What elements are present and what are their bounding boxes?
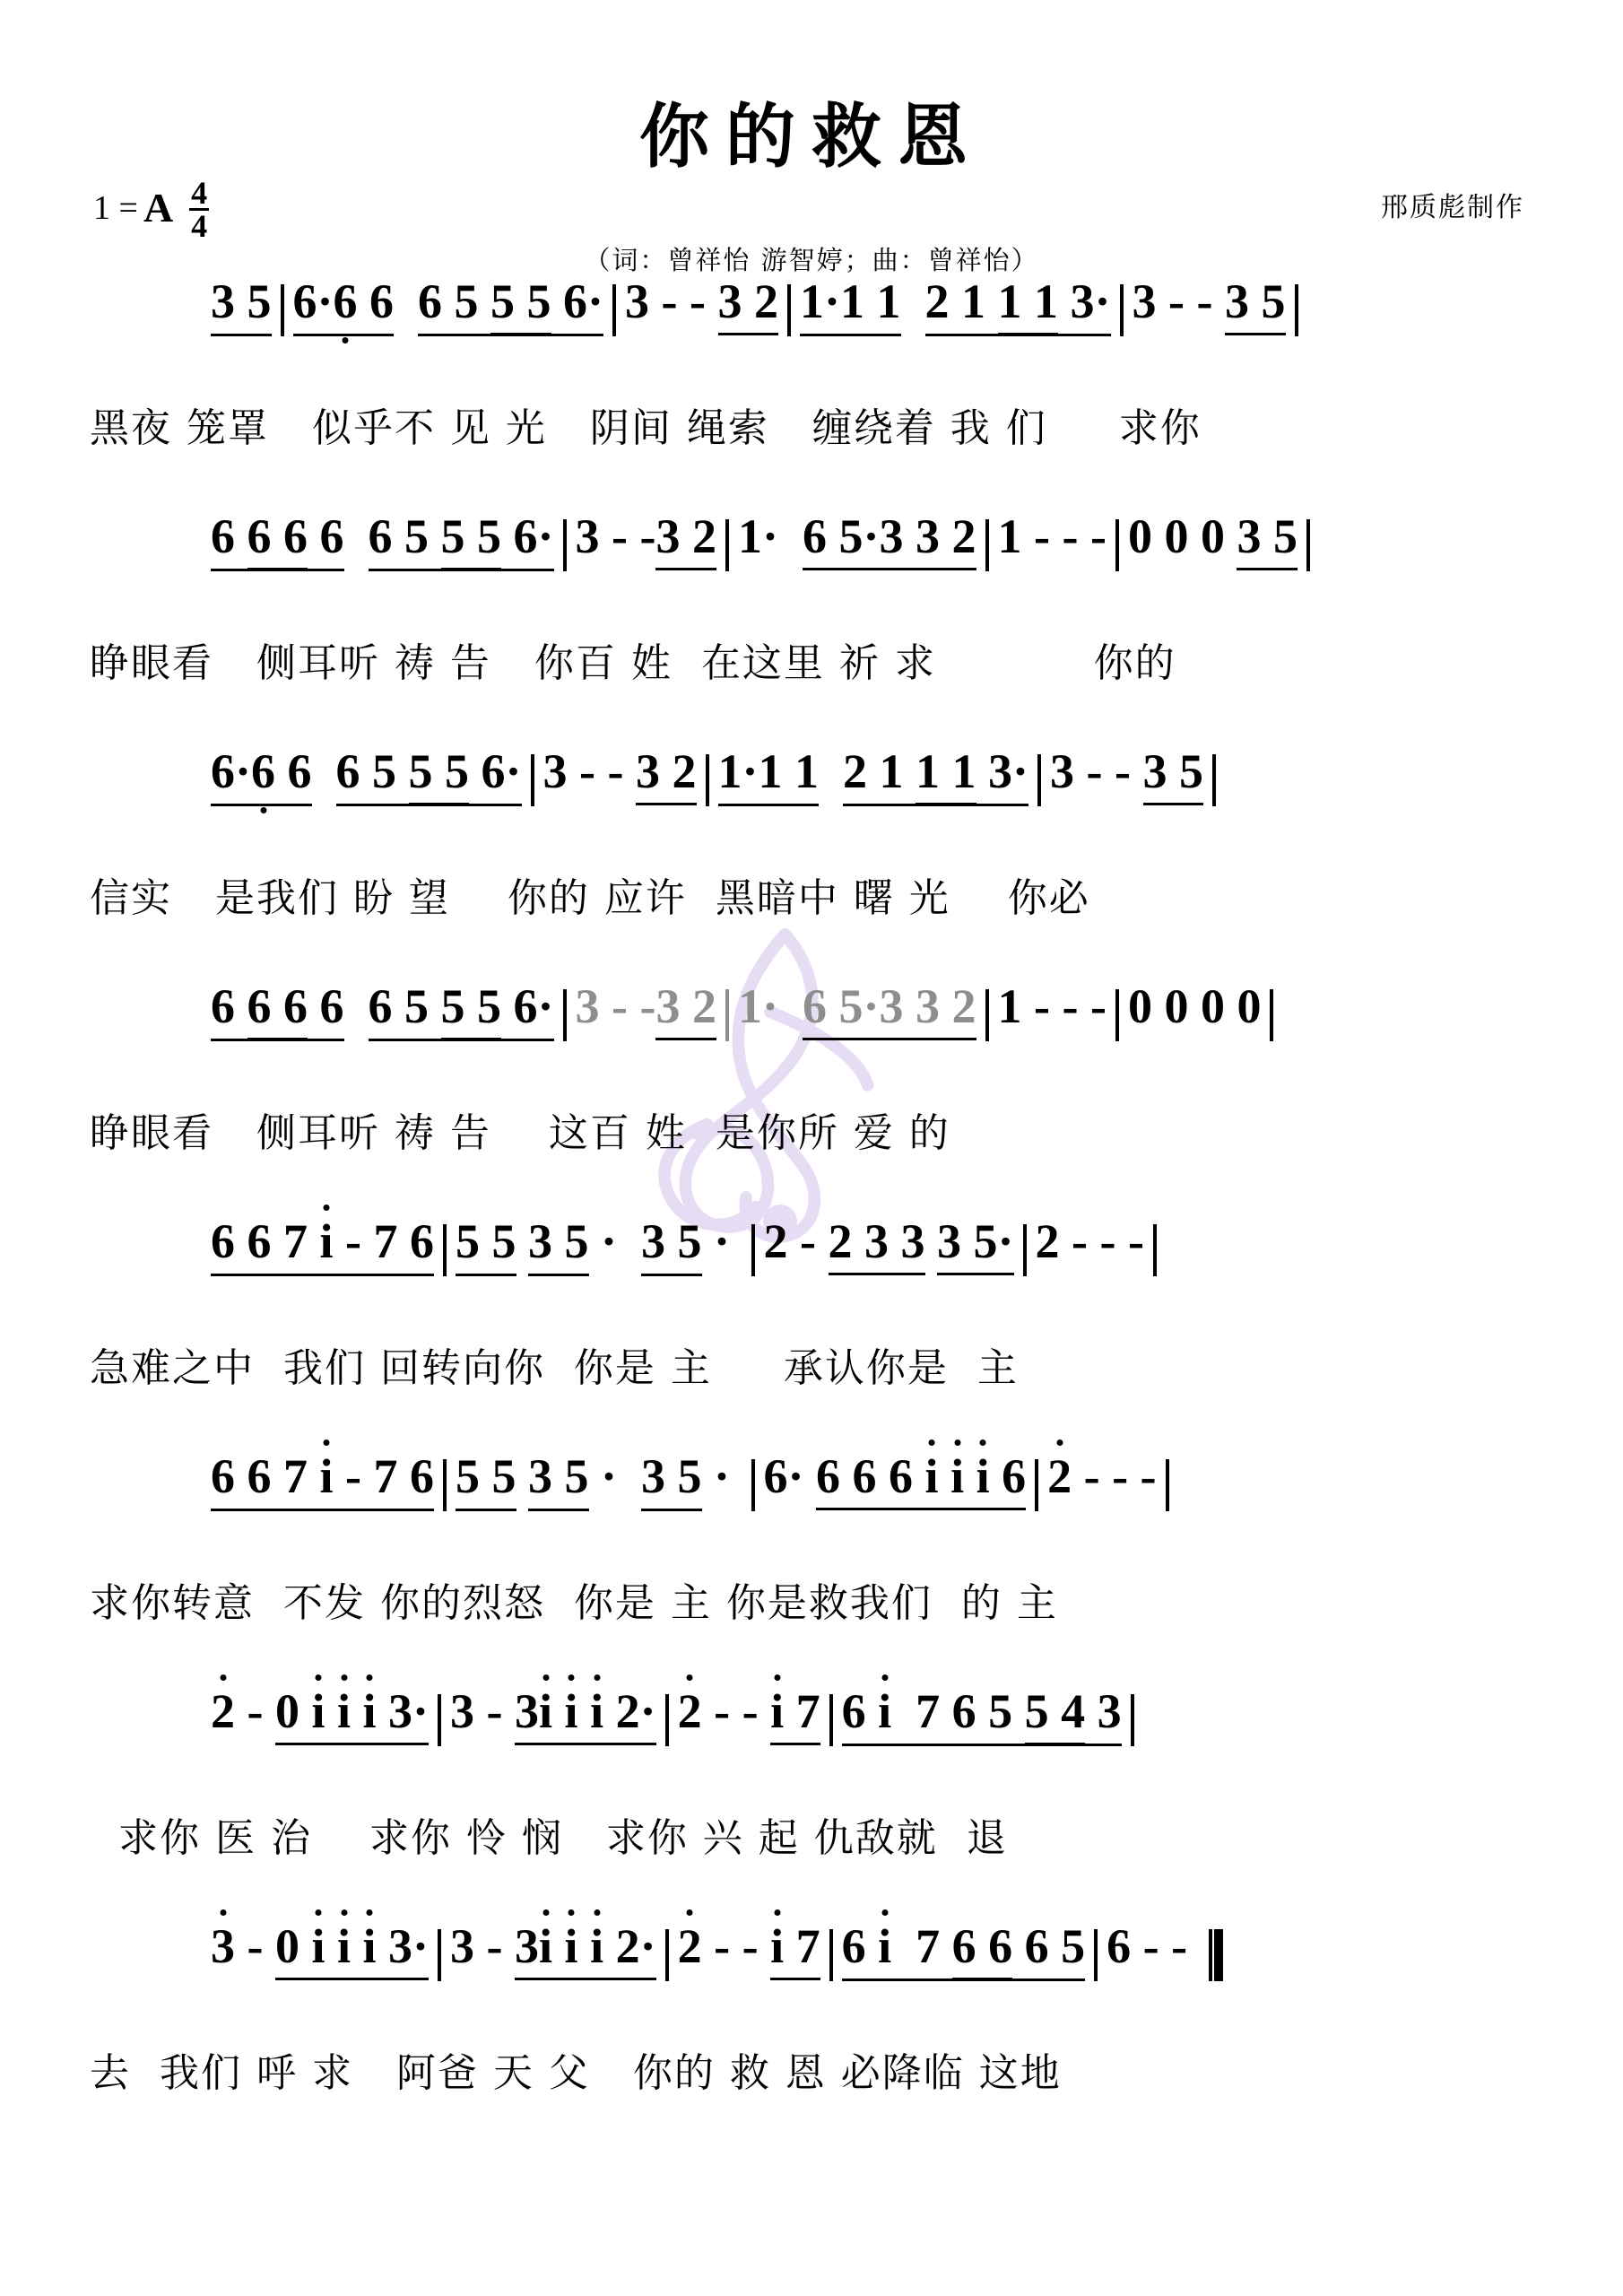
notation-tokens-1	[90, 218, 1307, 392]
notation-line-2	[90, 509, 1551, 627]
note-group: 3 - 3i i i 2·	[450, 1683, 656, 1739]
barline	[787, 284, 791, 336]
barline	[985, 519, 989, 571]
note-group: 0 0 0 3 5	[1128, 509, 1298, 564]
note-group: 6 5 5 5 6·	[336, 744, 522, 806]
note-group: 2 - - -	[1047, 1449, 1157, 1503]
barline	[829, 1694, 833, 1746]
note-group: 3 5	[528, 1213, 589, 1276]
barline	[1115, 989, 1119, 1041]
note-group: 2 - 2 3 3 3 5·	[764, 1213, 1014, 1269]
barline	[1035, 1459, 1038, 1511]
key-signature-label: 1 =	[93, 188, 138, 227]
notation-line-3	[90, 744, 1551, 862]
note-group: 2 - - -	[1035, 1214, 1144, 1268]
note-group: 3 5	[641, 1213, 702, 1276]
barline	[665, 1929, 669, 1981]
barline	[443, 1224, 447, 1276]
note-group: 6·6 6	[293, 274, 395, 336]
barline	[1023, 1224, 1027, 1276]
note-group: 3 - 3i i i 2·	[450, 1918, 656, 1974]
score-systems	[0, 274, 1623, 2189]
notation-line-1	[90, 274, 1551, 392]
final-barline-thick	[1214, 1929, 1223, 1981]
note-group: 3 - - 3 5	[1133, 274, 1286, 329]
note-group: 6 6 6 6	[211, 978, 344, 1041]
note-group: 2 - 0 i i i 3·	[211, 1683, 429, 1739]
lyrics-line-5: 急难之中 我们 回转向你 你是 主 承认你是 主	[90, 1345, 1019, 1391]
barline	[725, 519, 729, 571]
note-group: 6 5 5 5 6·	[418, 274, 603, 336]
barline	[1131, 1694, 1134, 1746]
note-group: 6· 6 6 6 i i i 6	[764, 1448, 1027, 1504]
note-group: 3 5	[528, 1448, 589, 1511]
barline	[665, 1694, 669, 1746]
barline	[985, 989, 989, 1041]
notation-line-8	[90, 1919, 1551, 2037]
note-group: 2 - - i 7	[678, 1683, 820, 1739]
note-group: 1· 6 5·3 3 2	[738, 978, 976, 1034]
barline	[531, 754, 534, 806]
system-8	[0, 1919, 1623, 2189]
note-group: 1· 6 5·3 3 2	[738, 509, 976, 564]
lyrics-line-1: 黑夜 笼罩 似乎不 见 光 阴间 绳索 缠绕着 我 们 求你	[90, 405, 1202, 451]
barline	[1306, 519, 1310, 571]
lyrics-line-4: 睁眼看 侧耳听 祷 告 这百 姓 是你所 爱 的	[90, 1110, 950, 1156]
page-title: 你的救恩	[638, 97, 984, 178]
key-signature-value: A	[143, 185, 174, 231]
barline	[443, 1459, 447, 1511]
note-group: 6 6 6 6	[211, 509, 344, 571]
notation-line-6: 6 6 7 i - 7 6 5 5 3 5 · 3 5 · 6· 6 6 6 i i i 6 2 - - -	[90, 1484, 1551, 1567]
note-group: 3 - -3 2	[576, 509, 716, 564]
barline	[438, 1929, 441, 1981]
note-group: 6 - -	[1107, 1919, 1200, 1973]
note-group: 3 - - 3 2	[543, 744, 697, 799]
note-group: 6 i 7 6 6 6 5	[842, 1918, 1086, 1981]
note-group: 3 - -3 2	[576, 978, 716, 1034]
note-group: 5 5	[456, 1448, 516, 1511]
barline	[1120, 284, 1124, 336]
note-group: 6 i 7 6 5 5 4 3	[842, 1683, 1122, 1746]
barline	[281, 284, 284, 336]
barline	[1295, 284, 1298, 336]
notation-line-5: 6 6 7 i - 7 6 5 5 3 5 · 3 5 · 2 - 2 3 3 3 5· 2 - - -	[90, 1249, 1551, 1332]
final-barline	[1209, 1929, 1212, 1981]
note-group: 3 5	[211, 274, 272, 336]
barline	[563, 519, 567, 571]
note-group: 3 - - 3 5	[1050, 744, 1203, 799]
barline	[438, 1694, 441, 1746]
note-group: 1 - - -	[997, 509, 1107, 563]
note-group: 6 6 7 i - 7 6	[211, 1213, 434, 1276]
note-group: 6·6 6	[211, 744, 312, 806]
lyrics-line-3: 信实 是我们 盼 望 你的 应许 黑暗中 曙 光 你必	[90, 875, 1090, 921]
notation-line-7	[90, 1684, 1551, 1802]
note-group: 2 1 1 1 3·	[843, 744, 1028, 806]
barline	[829, 1929, 833, 1981]
barline	[1166, 1459, 1169, 1511]
barline	[706, 754, 709, 806]
time-signature-bottom: 4	[191, 208, 208, 245]
note-group: 6 6 7 i - 7 6	[211, 1448, 434, 1511]
barline	[1212, 754, 1216, 806]
barline	[1270, 989, 1273, 1041]
barline	[1153, 1224, 1157, 1276]
barline	[1094, 1929, 1098, 1981]
barline	[751, 1224, 755, 1276]
barline	[563, 989, 567, 1041]
note-group: 0 0 0 0	[1127, 979, 1262, 1033]
note-group: 3 - 0 i i i 3·	[211, 1918, 429, 1974]
lyricist-composer-credit: （词：曾祥怡 游智婷；曲：曾祥怡）	[584, 245, 1039, 275]
barline	[1115, 519, 1119, 571]
arranger-credit: 邢质彪制作	[1381, 192, 1524, 223]
note-group: 3 - - 3 2	[625, 274, 778, 329]
lyrics-line-7: 求你 医 治 求你 怜 悯 求你 兴 起 仇敌就 退	[90, 1815, 1008, 1861]
barline	[1037, 754, 1041, 806]
time-signature-top: 4	[191, 175, 208, 211]
note-group: 5 5	[456, 1213, 516, 1276]
note-group: 3 5	[641, 1448, 702, 1511]
note-group: 2 - - i 7	[678, 1918, 820, 1974]
barline	[751, 1459, 755, 1511]
notation-line-4	[90, 979, 1551, 1097]
note-group: 6 5 5 5 6·	[369, 978, 554, 1041]
note-group: 1 - - -	[997, 979, 1107, 1033]
lyrics-line-2: 睁眼看 侧耳听 祷 告 你百 姓 在这里 祈 求 你的	[90, 640, 1176, 686]
lyrics-line-6: 求你转意 不发 你的烈怒 你是 主 你是救我们 的 主	[90, 1580, 1058, 1626]
lyrics-line-8: 去 我们 呼 求 阿爸 天 父 你的 救 恩 必降临 这地	[90, 2050, 1062, 2096]
note-group: 1·1 1	[800, 274, 901, 336]
note-group: 2 1 1 1 3·	[925, 274, 1111, 336]
barline	[612, 284, 616, 336]
barline	[725, 989, 729, 1041]
note-group: 6 5 5 5 6·	[369, 509, 554, 571]
note-group: 1·1 1	[718, 744, 820, 806]
